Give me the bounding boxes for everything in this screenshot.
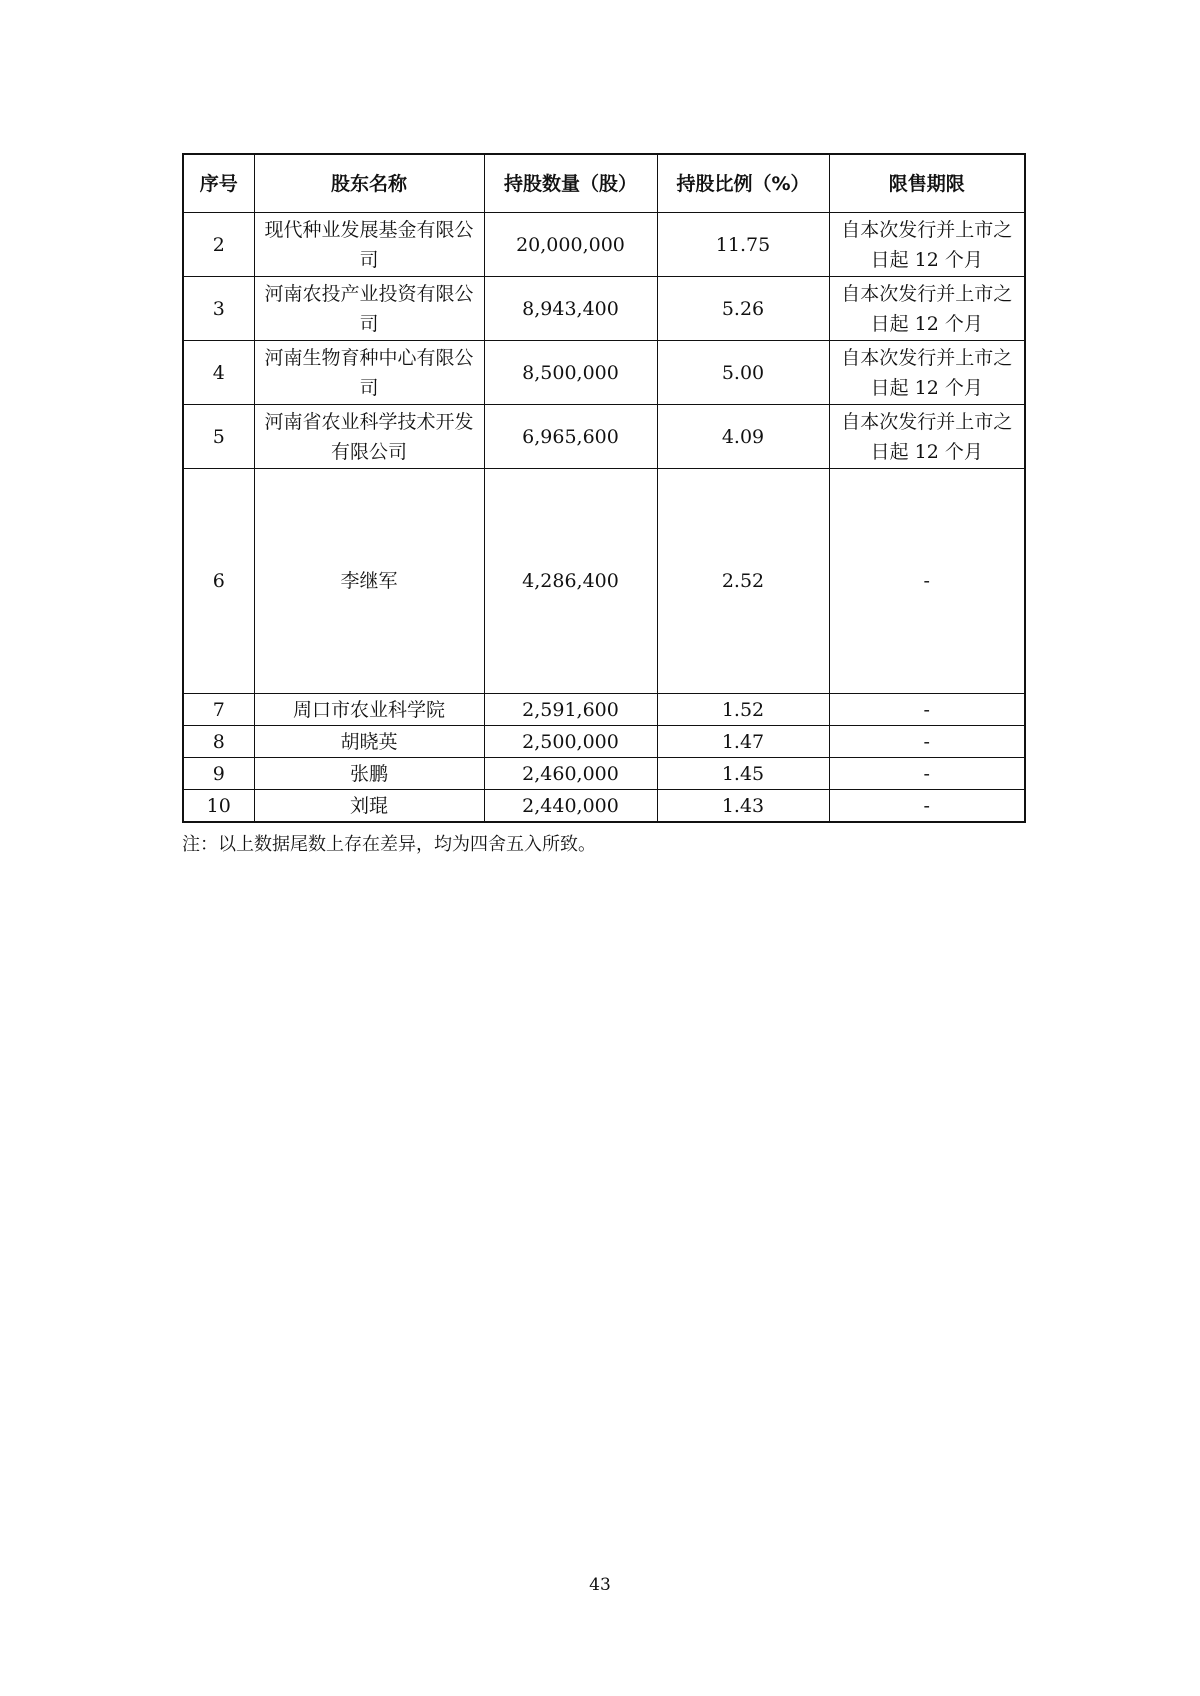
cell-no: 3 — [183, 277, 254, 341]
cell-name: 周口市农业科学院 — [254, 694, 484, 726]
cell-ratio: 1.47 — [657, 726, 829, 758]
cell-ratio: 2.52 — [657, 469, 829, 694]
cell-no: 9 — [183, 758, 254, 790]
table-row — [183, 790, 1025, 823]
cell-ratio: 1.52 — [657, 694, 829, 726]
cell-no: 5 — [183, 405, 254, 469]
shareholders-table — [182, 153, 1026, 823]
header-no: 序号 — [183, 154, 254, 213]
cell-lock: - — [829, 694, 1025, 726]
cell-name: 河南省农业科学技术开发有限公司 — [254, 405, 484, 469]
cell-ratio: 1.45 — [657, 758, 829, 790]
header-shares: 持股数量（股） — [484, 154, 657, 213]
table-row — [183, 469, 1025, 694]
header-name: 股东名称 — [254, 154, 484, 213]
table-row — [183, 213, 1025, 277]
cell-ratio: 11.75 — [657, 213, 829, 277]
cell-shares: 8,500,000 — [484, 341, 657, 405]
cell-name: 张鹏 — [254, 758, 484, 790]
header-lock: 限售期限 — [829, 154, 1025, 213]
cell-lock: 自本次发行并上市之日起 12 个月 — [829, 341, 1025, 405]
table-row — [183, 405, 1025, 469]
table-header-row — [183, 154, 1025, 213]
cell-lock: 自本次发行并上市之日起 12 个月 — [829, 277, 1025, 341]
cell-no: 2 — [183, 213, 254, 277]
table-footnote: 注：以上数据尾数上存在差异，均为四舍五入所致。 — [182, 834, 596, 855]
table-row — [183, 277, 1025, 341]
header-ratio: 持股比例（%） — [657, 154, 829, 213]
table-row — [183, 758, 1025, 790]
cell-ratio: 5.00 — [657, 341, 829, 405]
cell-name: 河南农投产业投资有限公司 — [254, 277, 484, 341]
cell-no: 7 — [183, 694, 254, 726]
table-row — [183, 341, 1025, 405]
cell-name: 刘琨 — [254, 790, 484, 823]
cell-shares: 2,500,000 — [484, 726, 657, 758]
cell-shares: 8,943,400 — [484, 277, 657, 341]
cell-shares: 20,000,000 — [484, 213, 657, 277]
cell-lock: - — [829, 790, 1025, 823]
cell-lock: 自本次发行并上市之日起 12 个月 — [829, 405, 1025, 469]
page-number: 43 — [589, 1575, 611, 1595]
cell-shares: 4,286,400 — [484, 469, 657, 694]
cell-shares: 2,440,000 — [484, 790, 657, 823]
cell-name: 李继军 — [254, 469, 484, 694]
cell-name: 胡晓英 — [254, 726, 484, 758]
cell-lock: - — [829, 726, 1025, 758]
cell-shares: 2,460,000 — [484, 758, 657, 790]
cell-no: 4 — [183, 341, 254, 405]
cell-ratio: 4.09 — [657, 405, 829, 469]
cell-ratio: 1.43 — [657, 790, 829, 823]
cell-ratio: 5.26 — [657, 277, 829, 341]
table-row — [183, 726, 1025, 758]
cell-name: 河南生物育种中心有限公司 — [254, 341, 484, 405]
cell-lock: 自本次发行并上市之日起 12 个月 — [829, 213, 1025, 277]
cell-no: 6 — [183, 469, 254, 694]
cell-shares: 2,591,600 — [484, 694, 657, 726]
cell-shares: 6,965,600 — [484, 405, 657, 469]
cell-no: 10 — [183, 790, 254, 823]
table-row — [183, 694, 1025, 726]
cell-lock: - — [829, 469, 1025, 694]
cell-no: 8 — [183, 726, 254, 758]
cell-name: 现代种业发展基金有限公司 — [254, 213, 484, 277]
cell-lock: - — [829, 758, 1025, 790]
